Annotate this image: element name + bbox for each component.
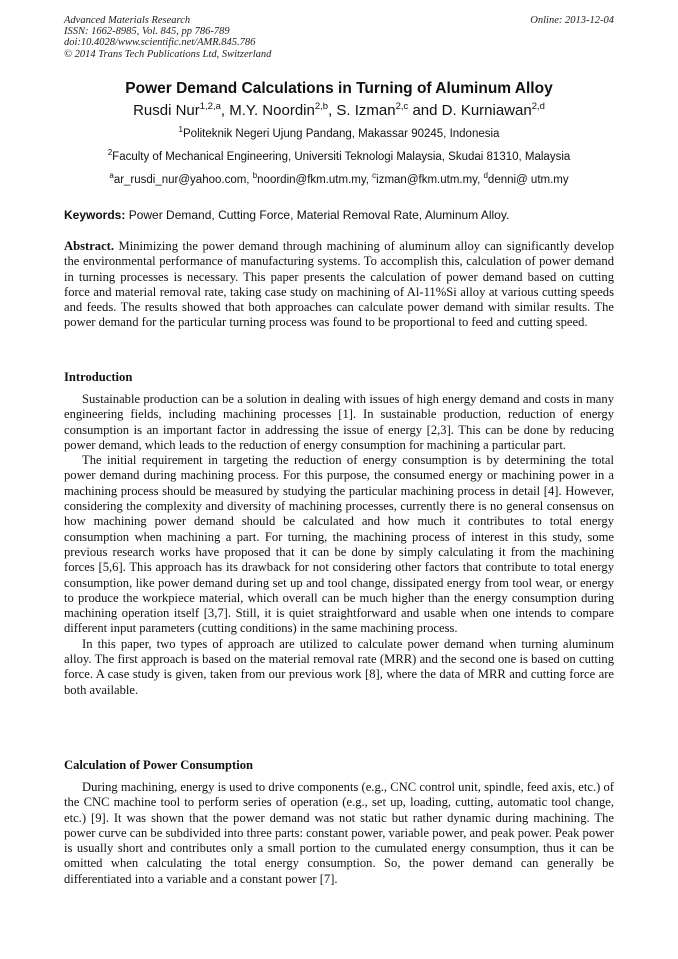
- abstract-text: Minimizing the power demand through machining of aluminum alloy can significantly develop the environmental performance of manufacturing systems. To accomplish this, calculation of power demand in turning processes is necessary. This paper presents the calculation of power demand based on cutting force and material removal rate, taking case study on machining of Al-11%Si alloy at various cutting speeds and feeds. The results showed that both approaches can calculate power demand with similar results. The power demand for the particular turning process was found to be proportional to feed and cutting speed.: [64, 239, 614, 330]
- affiliation-1: $^1$Politeknik Negeri Ujung Pandang, Makassar 90245, Indonesia: [178, 125, 500, 140]
- doi-line: doi:10.4028/www.scientific.net/AMR.845.786: [64, 37, 256, 49]
- author-sup: 2,c: [395, 101, 409, 112]
- paragraph: Sustainable production can be a solution in dealing with issues of high energy demand and costs in many engineering fields, including machining processes [1]. In sustainable production, reduction of energy consumption is an important factor in addressing the issue of energy [2,3]. This can be done by reducing power demand, which leads to the reduction of energy consumption for machining a particular part.: [64, 392, 614, 452]
- author-name: M.Y. Noordin: [229, 102, 315, 119]
- email-sup: a: [109, 171, 114, 180]
- affiliation-2: $^2$Faculty of Mechanical Engineering, Universiti Teknologi Malaysia, Skudai 81310, Malaysia: [107, 148, 571, 163]
- online-date: Online: 2013-12-04: [530, 15, 614, 26]
- paragraph: In this paper, two types of approach are utilized to calculate power demand when turning aluminum alloy. The first approach is based on the material removal rate (MRR) and the second one is based on cutting force. A case study is given, taken from our previous work [8], where the data of MRR and cutting force are both available.: [64, 636, 614, 697]
- affiliation-sup: 1: [178, 125, 183, 134]
- author-separator: ,: [328, 102, 337, 119]
- section-heading-calculation: Calculation of Power Consumption: [64, 758, 254, 772]
- abstract: [64, 239, 614, 331]
- author-name: Rusdi Nur: [133, 102, 200, 119]
- keywords-text: Power Demand, Cutting Force, Material Removal Rate, Aluminum Alloy.: [125, 208, 510, 222]
- paragraph: During machining, energy is used to drive components (e.g., CNC control unit, spindle, feed axis, etc.) of the CNC machine tool to perform series of operation (e.g., set up, loading, cutting, automatic tool change, etc.) [9]. It was shown that the power demand was not static but rather dynamic during machining. The power curve can be subdivided into three parts: constant power, variable power, and peak power. Peak power is usually short and contributes only a small portion to the cumulated energy consumption, thus it can be omitted when calculating the total energy consumption. So, the power demand can generally be differentiated into a variable and a constant power [7].: [64, 780, 614, 886]
- copyright-line: © 2014 Trans Tech Publications Ltd, Switzerland: [64, 48, 272, 60]
- abstract-label: Abstract.: [64, 239, 115, 253]
- keywords-label: Keywords:: [64, 208, 126, 222]
- paragraph: The initial requirement in targeting the reduction of energy consumption is by determining the total power demand during machining process. For this purpose, the consumed energy or machining power in a machining process should be measured by studying the particular machining process in detail [4]. However, considering the complexity and diversity of machining processes, currently there is no general consensus on how machining power demand should be calculated and how much it contributes to total energy consumption when machining a part. For turning, the machining process of interest in this study, some previous research works have proposed that it can be done by simply calculating it from the machining forces [5,6]. This approach has its drawback for not considering other factors that contribute to total energy consumption, like power demand during set up and tool change, dissipated energy from tool wear, or energy to produce the workpiece material, which overall can be much higher than the energy consumption during machining operation itself [3,7]. Still, it is quiet straightforward and usable when one intends to compare different input parameters (cutting conditions) in the same machining process.: [64, 453, 614, 636]
- journal-name: Advanced Materials Research: [64, 15, 191, 26]
- introduction-body: [64, 392, 614, 698]
- calculation-body: [64, 780, 614, 887]
- author-sup: 1,2,a: [199, 101, 221, 112]
- author-line: [0, 102, 678, 119]
- email-address: denni@ utm.my: [487, 174, 569, 186]
- affiliation-sup: 2: [107, 148, 113, 157]
- email-sup: c: [372, 171, 377, 180]
- journal-header: [64, 15, 271, 60]
- author-name: D. Kurniawan: [441, 102, 532, 119]
- author-sup: 2,d: [531, 101, 545, 112]
- author-sup: 2,b: [314, 101, 329, 112]
- email-sup: d: [483, 171, 488, 180]
- keywords: [64, 208, 616, 222]
- email-address: ar_rusdi_nur@yahoo.com,: [113, 174, 253, 186]
- issn-line: ISSN: 1662-8985, Vol. 845, pp 786-789: [64, 26, 230, 38]
- paper-title: Power Demand Calculations in Turning of Aluminum Alloy: [125, 80, 553, 97]
- section-heading-introduction: Introduction: [64, 370, 133, 384]
- email-line: [0, 171, 678, 186]
- author-separator: and: [408, 102, 442, 119]
- email-address: izman@fkm.utm.my,: [376, 174, 484, 186]
- email-sup: b: [252, 171, 258, 180]
- author-name: S. Izman: [336, 102, 396, 119]
- email-address: noordin@fkm.utm.my,: [257, 174, 373, 186]
- author-separator: ,: [220, 102, 230, 119]
